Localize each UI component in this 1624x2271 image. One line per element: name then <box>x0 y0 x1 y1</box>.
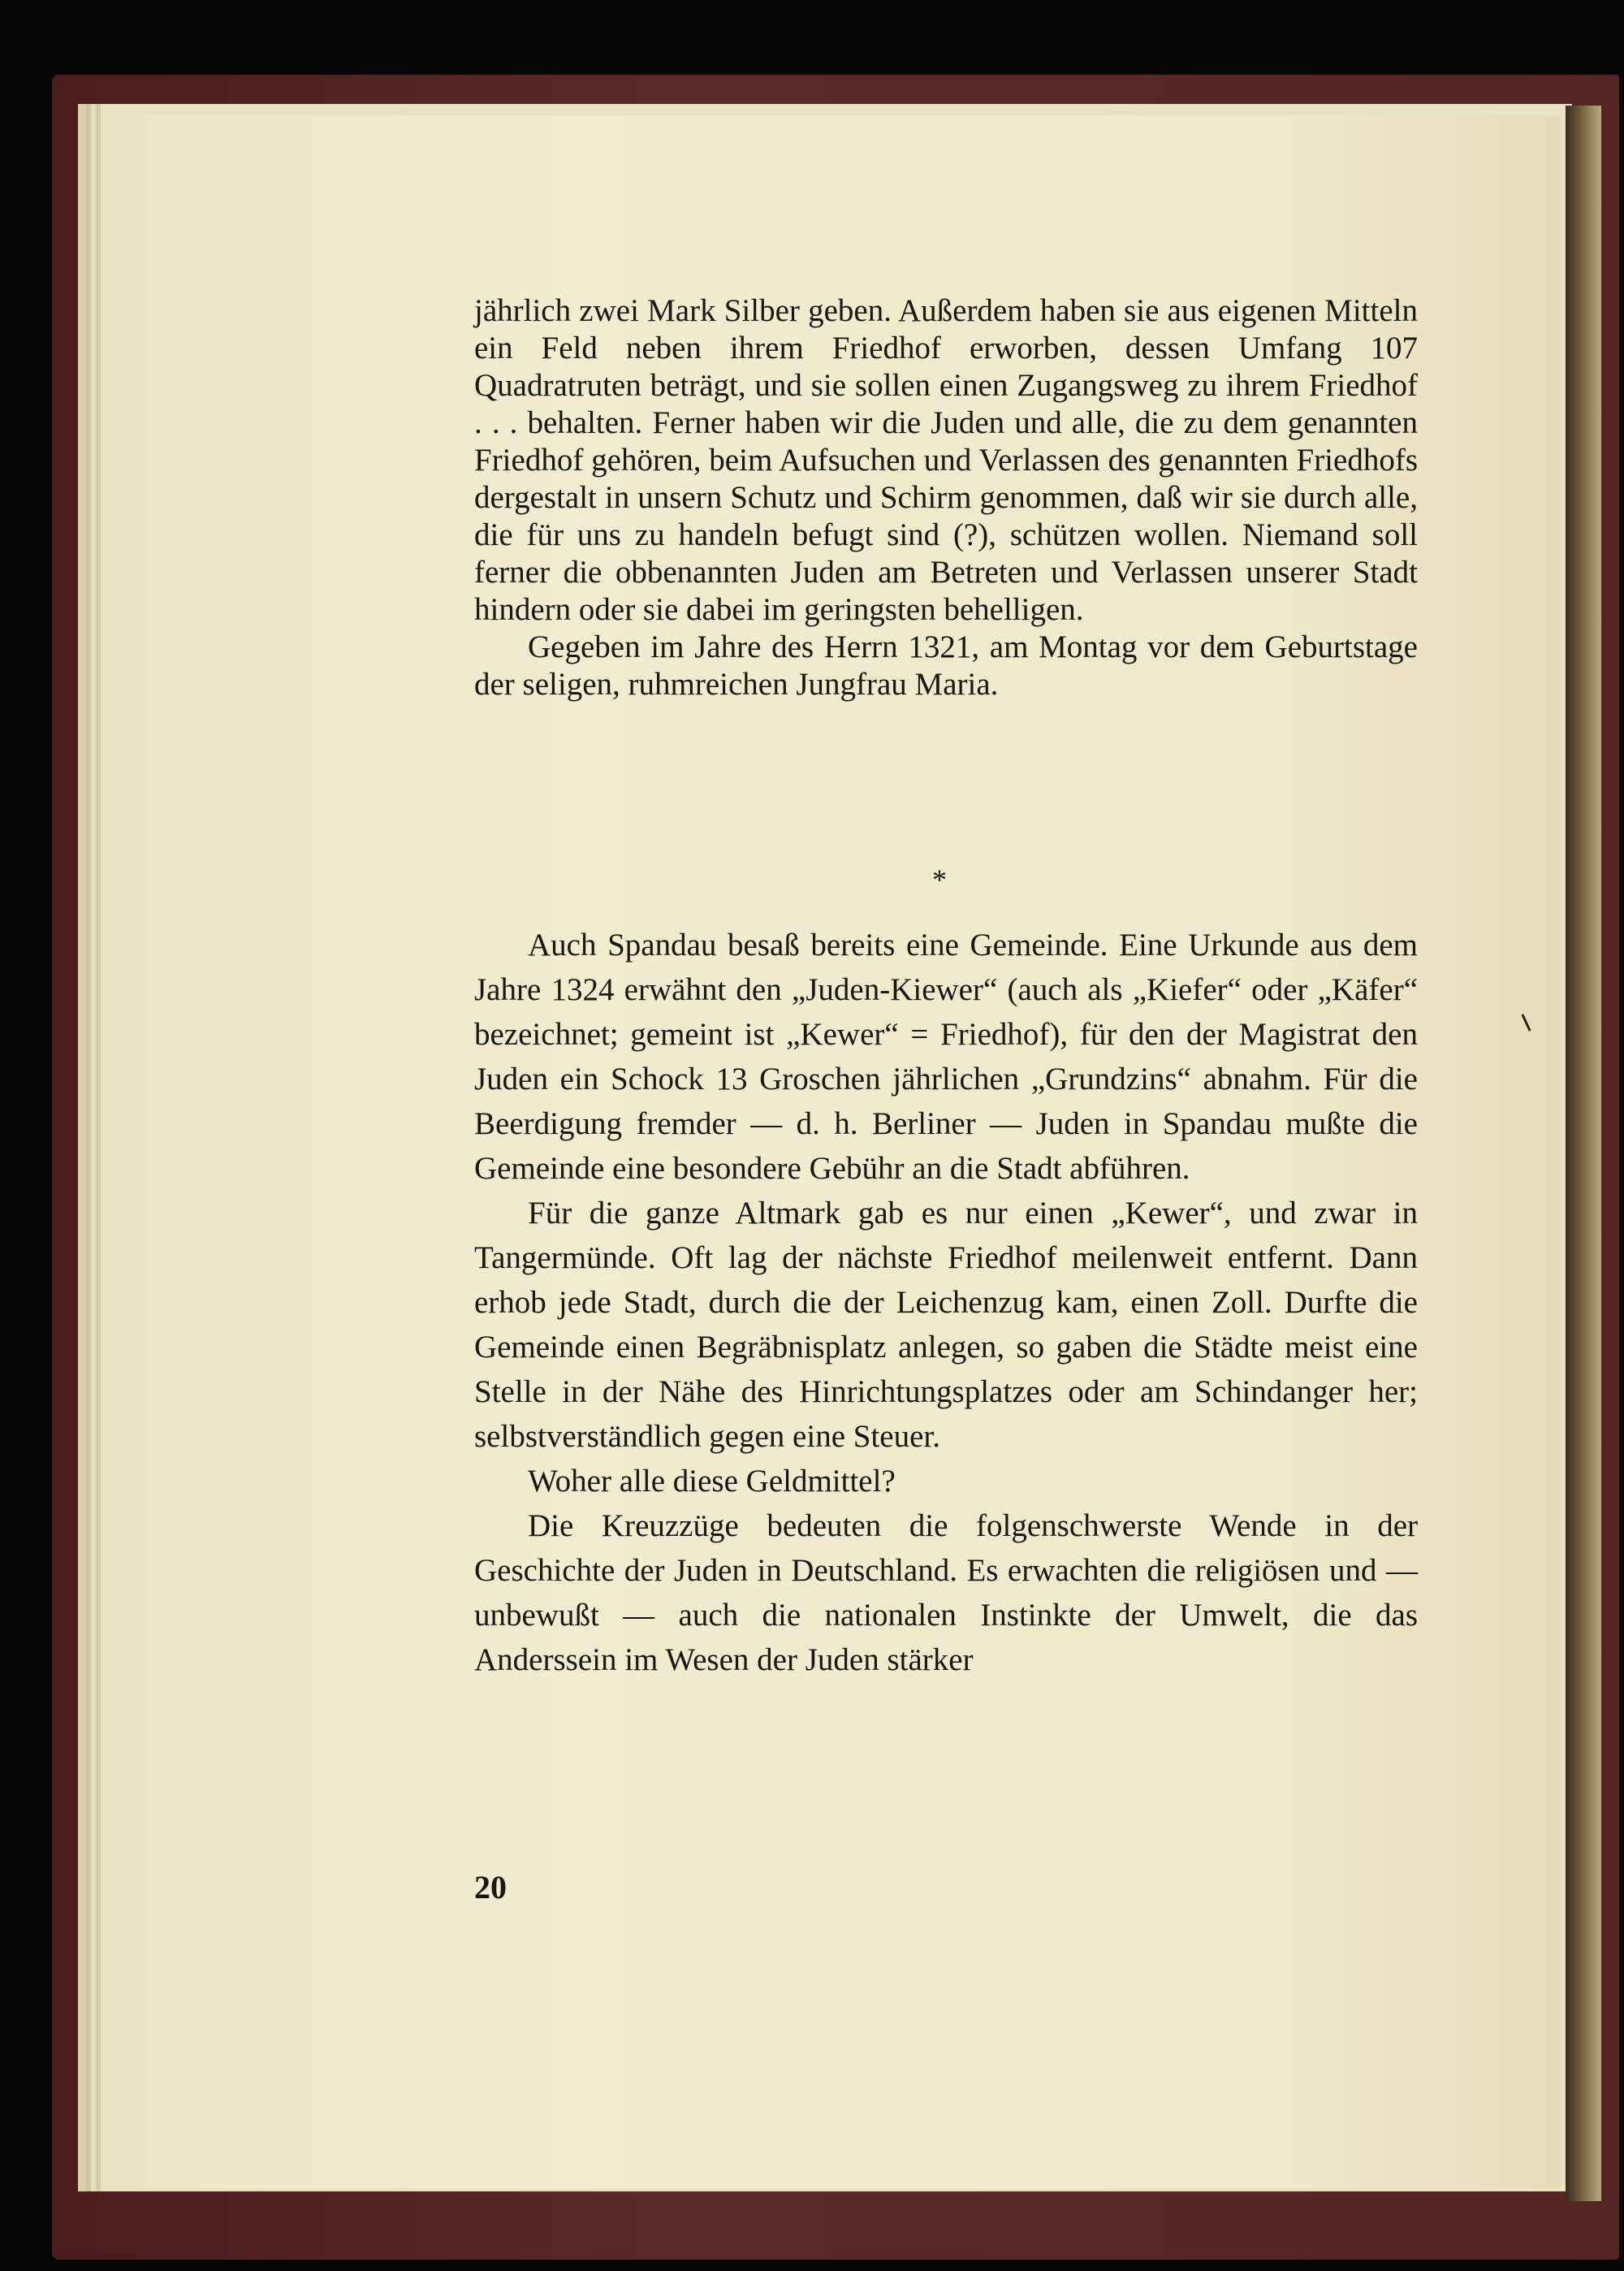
paragraph-charter-continuation: jährlich zwei Mark Silber geben. Außerdem haben sie aus eigenen Mitteln ein Feld neben ihrem Friedhof erworben, dessen Umfang 107 Quadratruten beträgt, und sie sollen einen Zugangsweg zu ihrem Friedhof . . . behalten. Ferner haben wir die Juden und alle, die zu dem genannten Friedhof gehören, beim Aufsuchen und Verlassen des genannten Friedhofs dergestalt in unsern Schutz und Schirm genommen, daß wir sie durch alle, die für uns zu handeln befugt sind (?), schützen wollen. Niemand soll ferner die obbenannten Juden am Betreten und Verlassen unserer Stadt hindern oder sie dabei im geringsten behelligen. <box>474 293 1418 627</box>
top-text-block <box>474 292 1418 703</box>
paragraph-crusades: Die Kreuzzüge bedeuten die folgenschwerste Wende in der Geschichte der Juden in Deutschland. Es erwachten die religiösen und — unbewußt — auch die nationalen Instinkte der Umwelt, die das Anderssein im Wesen der Juden stärker <box>474 1508 1418 1677</box>
paragraph-question: Woher alle diese Geldmittel? <box>528 1464 896 1499</box>
book-gutter <box>1566 106 1601 2201</box>
section-separator: * <box>932 863 947 896</box>
page-number: 20 <box>474 1869 507 1905</box>
paragraph-charter-date: Gegeben im Jahre des Herrn 1321, am Montag vor dem Geburtstage der seligen, ruhmreichen Jungfrau Maria. <box>474 629 1418 702</box>
paragraph-spandau: Auch Spandau besaß bereits eine Gemeinde. Eine Urkunde aus dem Jahre 1324 erwähnt den „Juden-Kiewer“ (auch als „Kiefer“ oder „Käfer“ bezeichnet; gemeint ist „Kewer“ = Friedhof), für den der Magistrat den Juden ein Schock 13 Groschen jährlichen „Grundzins“ abnahm. Für die Beerdigung fremder — d. h. Berliner — Juden in Spandau mußte die Gemeinde eine besondere Gebühr an die Stadt abführen. <box>474 928 1418 1186</box>
paragraph-altmark: Für die ganze Altmark gab es nur einen „Kewer“, und zwar in Tangermünde. Oft lag der nächste Friedhof meilenweit entfernt. Dann erhob jede Stadt, durch die der Leichenzug kam, einen Zoll. Durfte die Gemeinde einen Begräbnisplatz anlegen, so gaben die Städte meist eine Stelle in der Nähe des Hinrichtungsplatzes oder am Schindanger her; selbstverständlich gegen eine Steuer. <box>474 1196 1418 1454</box>
bottom-text-block <box>474 923 1418 1682</box>
